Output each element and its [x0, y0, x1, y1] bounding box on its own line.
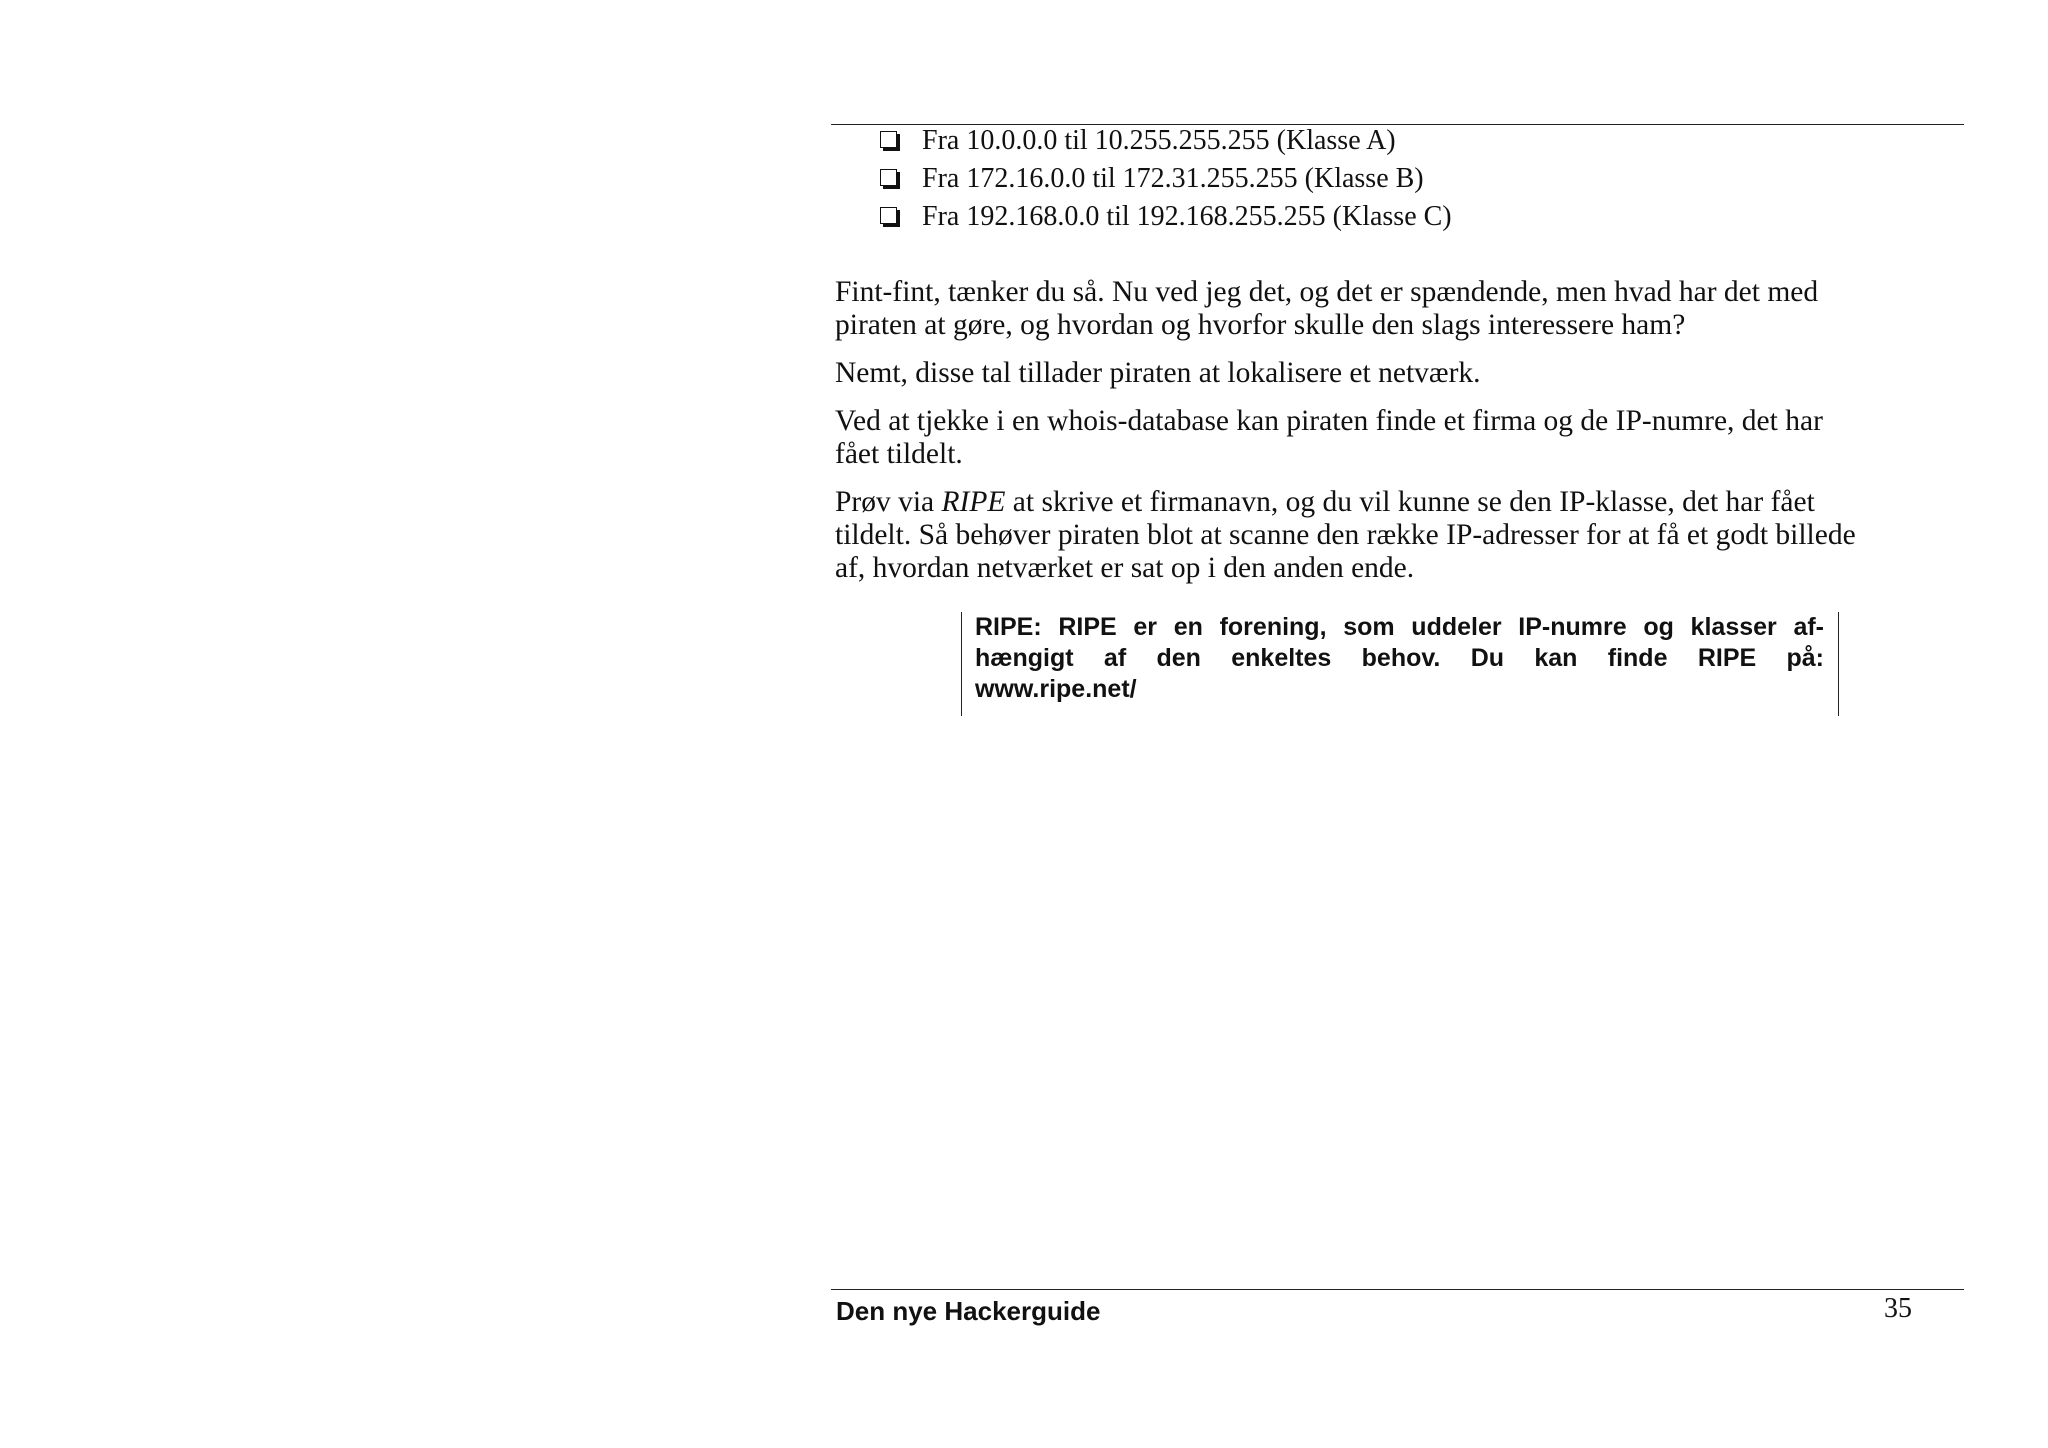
paragraph-line: Nemt, disse tal tillader piraten at lokalisere et netværk.: [835, 357, 1481, 389]
paragraph-text: Prøv via: [835, 486, 942, 518]
footer-book-title: Den nye Hackerguide: [836, 1296, 1101, 1326]
note-line: hængigt af den enkeltes behov. Du kan finde RIPE på:: [975, 644, 1824, 672]
paragraph-line: tildelt. Så behøver piraten blot at scanne den række IP-adresser for at få et godt billede: [835, 519, 1856, 551]
body-text: [835, 276, 1965, 600]
note-line: www.ripe.net/: [975, 675, 1137, 703]
checkbox-bullet-icon: [880, 207, 897, 224]
paragraph: [835, 357, 1965, 390]
paragraph-text: at skrive et firmanavn, og du vil kunne se den IP-klasse, det har fået: [1005, 486, 1815, 518]
footer-rule: [831, 1289, 1964, 1290]
paragraph-line: af, hvordan netværket er sat op i den anden ende.: [835, 552, 1415, 584]
list-item-text: Fra 10.0.0.0 til 10.255.255.255 (Klasse A): [922, 125, 1396, 156]
paragraph-line: Fint-fint, tænker du så. Nu ved jeg det, og det er spændende, men hvad har det med: [835, 276, 1819, 308]
ripe-emphasis: RIPE: [941, 486, 1006, 518]
list-item-text: Fra 172.16.0.0 til 172.31.255.255 (Klasse B): [922, 163, 1424, 194]
paragraph-line: Ved at tjekke i en whois-database kan piraten finde et firma og de IP-numre, det har: [835, 405, 1823, 437]
list-item: [878, 198, 1452, 236]
paragraph: [835, 405, 1965, 471]
ripe-note-box: [961, 612, 1839, 716]
list-item: [878, 122, 1452, 160]
paragraph-line: piraten at gøre, og hvordan og hvorfor skulle den slags interessere ham?: [835, 309, 1686, 341]
paragraph: [835, 276, 1965, 342]
page-number: 35: [1884, 1293, 1912, 1324]
checkbox-bullet-icon: [880, 131, 897, 148]
list-item: [878, 160, 1452, 198]
ip-range-list: [878, 122, 1452, 236]
checkbox-bullet-icon: [880, 169, 897, 186]
paragraph-line: fået tildelt.: [835, 438, 963, 470]
paragraph: [835, 486, 1965, 585]
note-line: RIPE: RIPE er en forening, som uddeler IP-numre og klasser af-: [975, 613, 1824, 641]
list-item-text: Fra 192.168.0.0 til 192.168.255.255 (Klasse C): [922, 201, 1452, 232]
